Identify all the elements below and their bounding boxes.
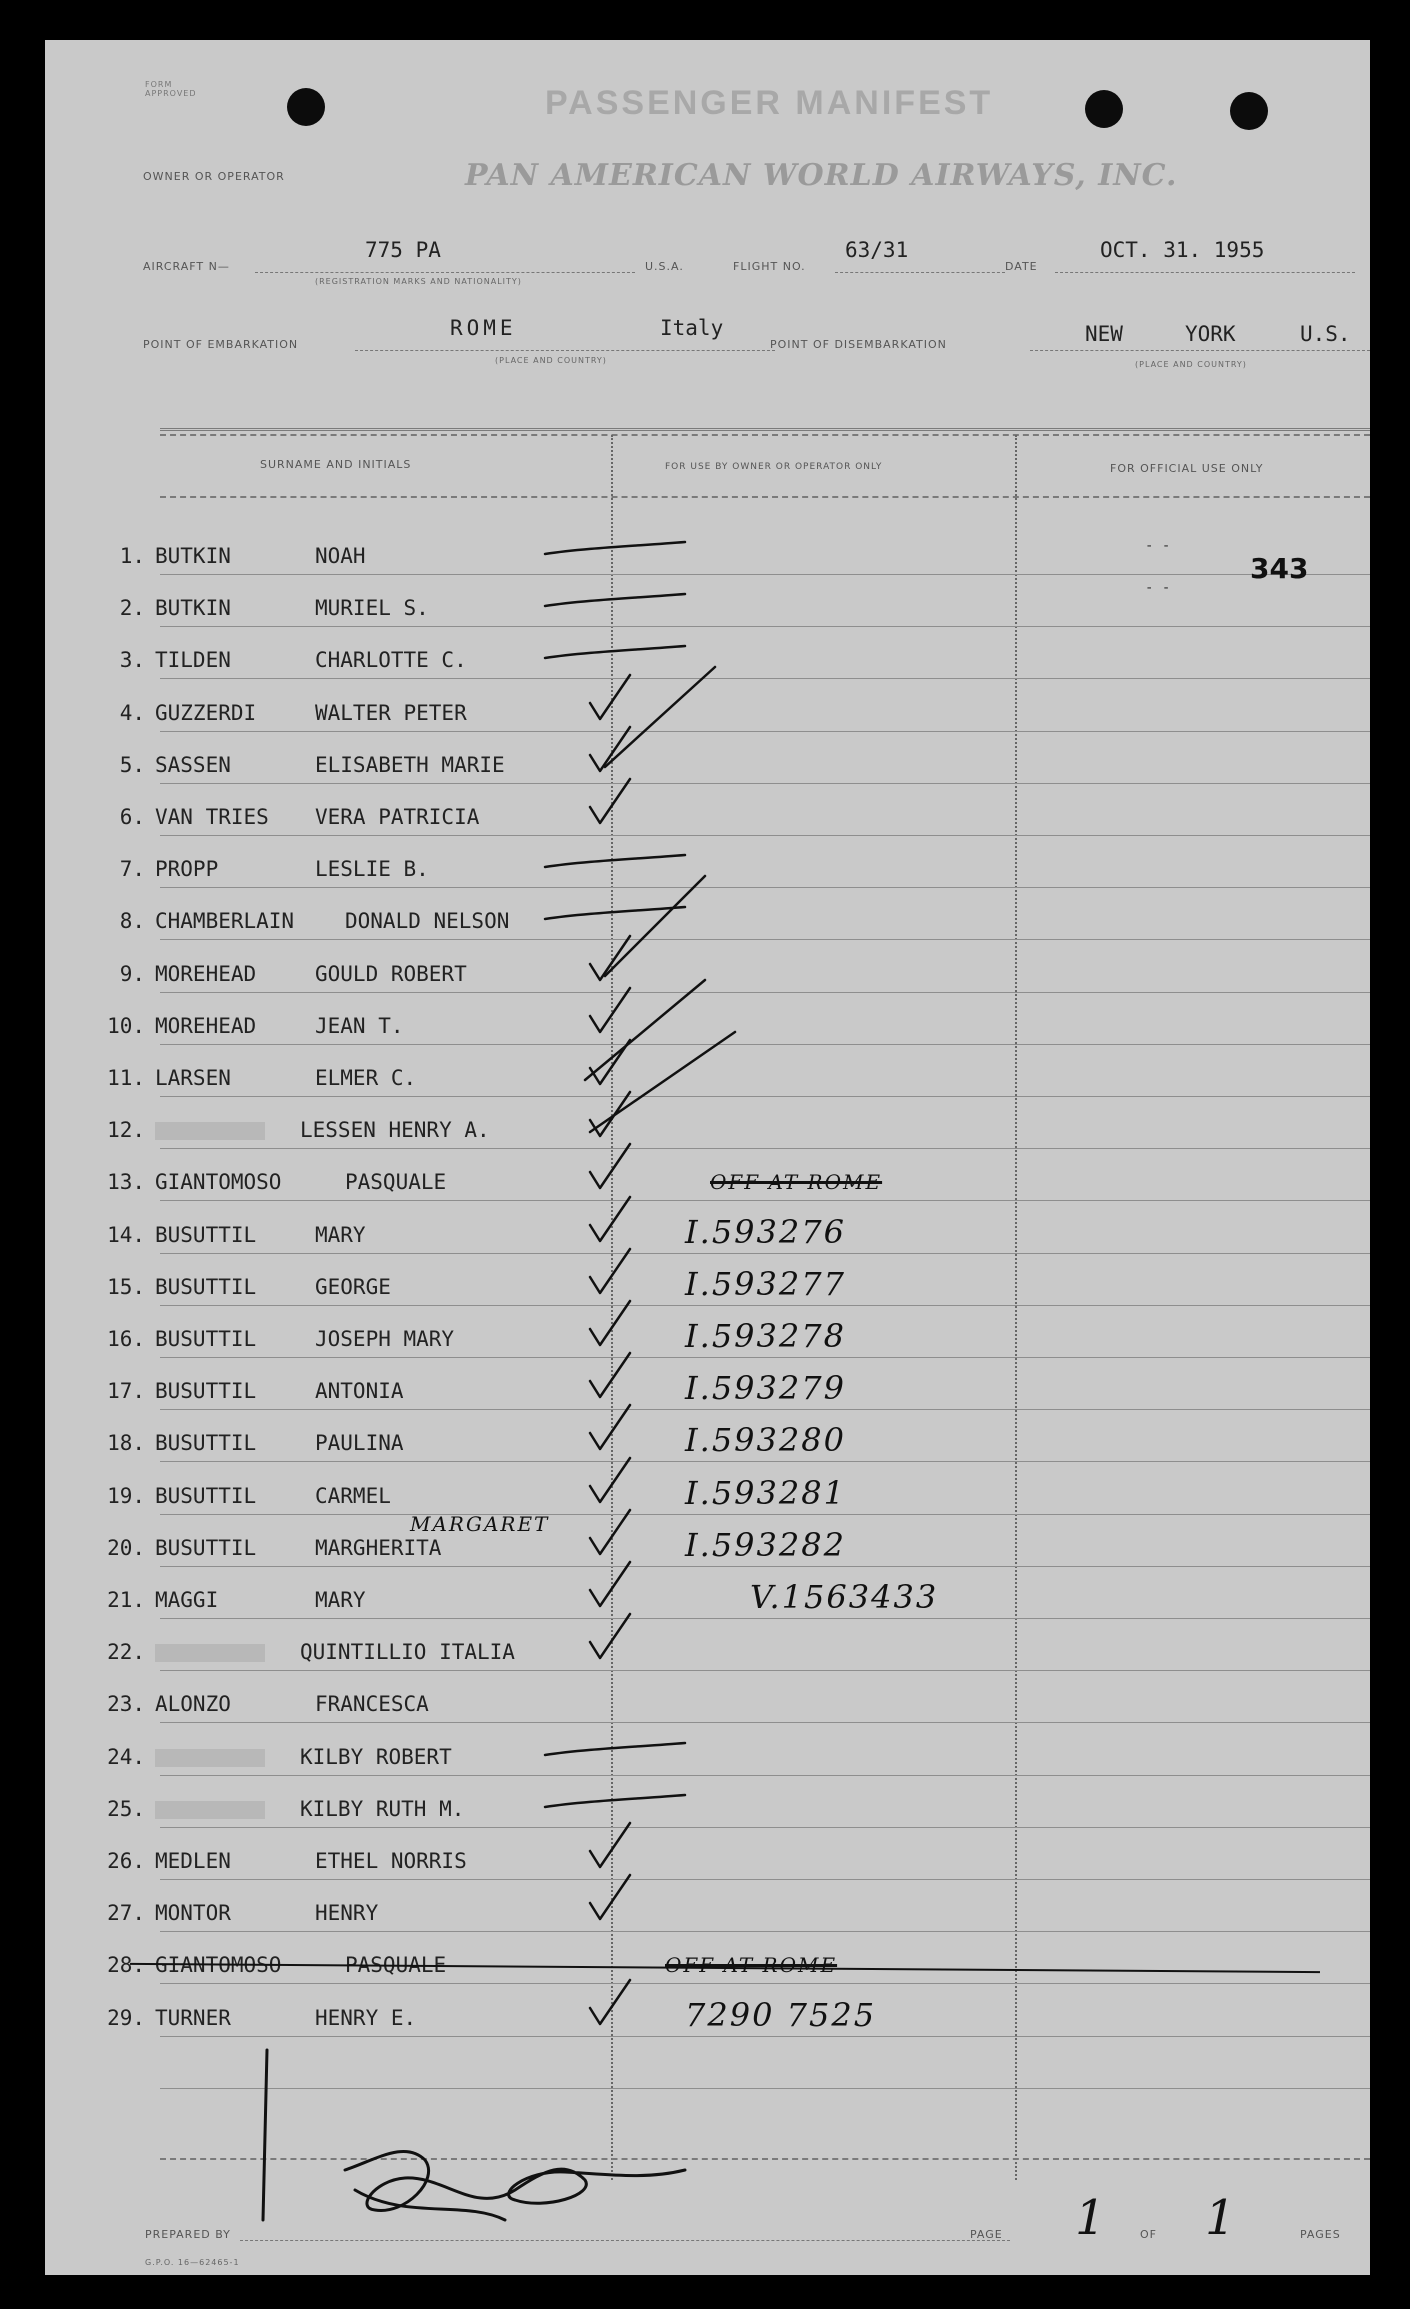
embark-place-caption: (PLACE AND COUNTRY) <box>495 356 607 365</box>
handwritten-id-number: I.593282 <box>685 1526 846 1564</box>
handwritten-id-number: I.593280 <box>685 1421 846 1459</box>
of-label: OF <box>1140 2228 1157 2241</box>
passenger-given-name: CARMEL <box>315 1484 391 1508</box>
check-mark <box>590 1875 630 1919</box>
usa-label: U.S.A. <box>645 260 684 273</box>
passenger-given-name: JEAN T. <box>315 1014 404 1038</box>
passenger-given-name: DONALD NELSON <box>345 909 510 933</box>
check-mark <box>590 1510 630 1554</box>
passenger-number: 28. <box>107 1953 145 1977</box>
official-dots: - - <box>1145 580 1171 596</box>
page-total: 1 <box>1205 2190 1236 2246</box>
passenger-given-name: PASQUALE <box>345 1953 447 1977</box>
embarkation-city: ROME <box>450 316 517 340</box>
passenger-number: 18. <box>107 1431 145 1455</box>
passenger-given-name: KILBY ROBERT <box>300 1745 452 1769</box>
passenger-surname: BUSUTTIL <box>155 1379 257 1403</box>
form-number: G.P.O. 16—62465-1 <box>145 2258 240 2267</box>
struck-annotation: OFF AT ROME <box>710 1170 883 1194</box>
passenger-number: 1. <box>119 544 145 568</box>
passenger-number: 21. <box>107 1588 145 1612</box>
passenger-number: 17. <box>107 1379 145 1403</box>
passenger-surname: LARSEN <box>155 1066 231 1090</box>
aircraft-label: AIRCRAFT N— <box>143 260 230 273</box>
passenger-number: 2. <box>119 596 145 620</box>
passenger-given-name: MURIEL S. <box>315 596 429 620</box>
passenger-surname: GIANTOMOSO <box>155 1953 282 1977</box>
handwritten-id-number: I.593276 <box>685 1213 846 1251</box>
passenger-number: 14. <box>107 1223 145 1247</box>
passenger-surname: GIANTOMOSO <box>155 1170 282 1194</box>
handwritten-id-number: I.593281 <box>685 1474 846 1512</box>
operator-name: PAN AMERICAN WORLD AIRWAYS, INC. <box>465 158 1178 193</box>
check-mark <box>545 1795 685 1807</box>
passenger-given-name: CHARLOTTE C. <box>315 648 467 672</box>
passenger-number: 11. <box>107 1066 145 1090</box>
passenger-number: 9. <box>119 962 145 986</box>
column-header-surname: SURNAME AND INITIALS <box>260 458 412 471</box>
form-corner-stamp: FORM APPROVED <box>145 80 197 98</box>
disembarkation-city: NEW <box>1085 322 1123 346</box>
passenger-number: 16. <box>107 1327 145 1351</box>
passenger-surname: BUSUTTIL <box>155 1536 257 1560</box>
passenger-surname: SASSEN <box>155 753 231 777</box>
passenger-number: 20. <box>107 1536 145 1560</box>
check-mark <box>545 594 685 606</box>
disembarkation-label: POINT OF DISEMBARKATION <box>770 338 947 351</box>
passenger-given-name: MARY <box>315 1223 366 1247</box>
passenger-surname: MOREHEAD <box>155 962 257 986</box>
official-use-number: 343 <box>1250 552 1309 585</box>
passenger-given-name: HENRY <box>315 1901 379 1925</box>
prepared-by-label: PREPARED BY <box>145 2228 231 2241</box>
date-label: DATE <box>1005 260 1038 273</box>
handwritten-id-number: I.593279 <box>685 1369 846 1407</box>
check-mark <box>590 1353 630 1397</box>
passenger-given-name: MARY <box>315 1588 366 1612</box>
passenger-number: 24. <box>107 1745 145 1769</box>
signature <box>263 2050 685 2220</box>
handwritten-id-number: I.593277 <box>685 1265 846 1303</box>
passenger-number: 13. <box>107 1170 145 1194</box>
passenger-given-name: LESSEN HENRY A. <box>300 1118 490 1142</box>
check-mark <box>590 1092 630 1136</box>
passenger-surname: BUTKIN <box>155 544 231 568</box>
flight-number: 63/31 <box>845 238 909 262</box>
passenger-surname: BUSUTTIL <box>155 1484 257 1508</box>
owner-label: OWNER OR OPERATOR <box>143 170 285 183</box>
passenger-given-name: PAULINA <box>315 1431 404 1455</box>
passenger-surname: MAGGI <box>155 1588 219 1612</box>
passenger-number: 26. <box>107 1849 145 1873</box>
check-mark <box>590 779 630 823</box>
check-mark <box>590 1032 735 1132</box>
aircraft-registration: 775 PA <box>365 238 441 262</box>
disembark-place-caption: (PLACE AND COUNTRY) <box>1135 360 1247 369</box>
passenger-surname: BUSUTTIL <box>155 1223 257 1247</box>
passenger-surname: ALONZO <box>155 1692 231 1716</box>
passenger-given-name: FRANCESCA <box>315 1692 429 1716</box>
check-mark <box>545 646 685 658</box>
registration-caption: (REGISTRATION MARKS AND NATIONALITY) <box>315 277 522 286</box>
passenger-given-name: ELISABETH MARIE <box>315 753 505 777</box>
passenger-number: 4. <box>119 701 145 725</box>
passenger-surname: TURNER <box>155 2006 231 2030</box>
passenger-given-name: HENRY E. <box>315 2006 417 2030</box>
passenger-surname: VAN TRIES <box>155 805 269 829</box>
handwritten-id-number: V.1563433 <box>750 1578 939 1616</box>
passenger-given-name: GEORGE <box>315 1275 391 1299</box>
passenger-given-name: ELMER C. <box>315 1066 417 1090</box>
check-mark <box>590 1249 630 1293</box>
passenger-number: 23. <box>107 1692 145 1716</box>
passenger-given-name: ETHEL NORRIS <box>315 1849 467 1873</box>
disembarkation-state: YORK <box>1185 322 1236 346</box>
passenger-surname: BUSUTTIL <box>155 1275 257 1299</box>
column-header-official: FOR OFFICIAL USE ONLY <box>1110 462 1264 475</box>
manifest-page <box>45 40 1370 2275</box>
passenger-surname: MONTOR <box>155 1901 231 1925</box>
handwritten-correction: MARGARET <box>410 1512 550 1536</box>
passenger-number: 22. <box>107 1640 145 1664</box>
passenger-surname: TILDEN <box>155 648 231 672</box>
check-mark <box>590 1614 630 1658</box>
passenger-number: 3. <box>119 648 145 672</box>
passenger-surname: BUSUTTIL <box>155 1327 257 1351</box>
official-dots: - - <box>1145 538 1171 554</box>
passenger-surname: CHAMBERLAIN <box>155 909 295 933</box>
signature-and-checkmarks <box>45 40 1370 2275</box>
passenger-surname: MEDLEN <box>155 1849 231 1873</box>
passenger-number: 10. <box>107 1014 145 1038</box>
flight-label: FLIGHT NO. <box>733 260 806 273</box>
passenger-number: 7. <box>119 857 145 881</box>
passenger-number: 29. <box>107 2006 145 2030</box>
passenger-number: 25. <box>107 1797 145 1821</box>
passenger-surname: BUSUTTIL <box>155 1431 257 1455</box>
handwritten-id-number: I.593278 <box>685 1317 846 1355</box>
check-mark <box>590 675 630 719</box>
check-mark <box>590 988 630 1032</box>
pages-label: PAGES <box>1300 2228 1341 2241</box>
passenger-given-name: KILBY RUTH M. <box>300 1797 465 1821</box>
passenger-given-name: NOAH <box>315 544 366 568</box>
check-mark <box>590 1197 630 1241</box>
check-mark <box>590 1301 630 1345</box>
passenger-given-name: WALTER PETER <box>315 701 467 725</box>
passenger-number: 5. <box>119 753 145 777</box>
passenger-surname: PROPP <box>155 857 219 881</box>
passenger-given-name: QUINTILLIO ITALIA <box>300 1640 515 1664</box>
passenger-number: 27. <box>107 1901 145 1925</box>
passenger-surname: MOREHEAD <box>155 1014 257 1038</box>
flight-date: OCT. 31. 1955 <box>1100 238 1265 262</box>
embarkation-label: POINT OF EMBARKATION <box>143 338 299 351</box>
check-mark <box>590 1823 630 1867</box>
check-mark <box>545 1743 685 1755</box>
passenger-given-name: ANTONIA <box>315 1379 404 1403</box>
check-mark <box>605 667 715 767</box>
passenger-surname: BUTKIN <box>155 596 231 620</box>
passenger-surname: GUZZERDI <box>155 701 257 725</box>
passenger-number: 12. <box>107 1118 145 1142</box>
embarkation-country: Italy <box>660 316 724 340</box>
page-number: 1 <box>1075 2190 1106 2246</box>
struck-annotation: OFF AT ROME <box>665 1953 838 1977</box>
check-mark <box>545 855 685 867</box>
disembarkation-country: U.S. <box>1300 322 1351 346</box>
passenger-given-name: LESLIE B. <box>315 857 429 881</box>
passenger-given-name: GOULD ROBERT <box>315 962 467 986</box>
passenger-number: 15. <box>107 1275 145 1299</box>
check-mark <box>590 1562 630 1606</box>
passenger-number: 8. <box>119 909 145 933</box>
check-mark <box>590 1458 630 1502</box>
page-label: PAGE <box>970 2228 1003 2241</box>
passenger-number: 6. <box>119 805 145 829</box>
check-mark <box>590 1405 630 1449</box>
passenger-given-name: VERA PATRICIA <box>315 805 480 829</box>
check-mark <box>605 876 705 976</box>
handwritten-id-number: 7290 7525 <box>685 1996 877 2034</box>
check-mark <box>590 1144 630 1188</box>
passenger-given-name: MARGHERITA <box>315 1536 442 1560</box>
passenger-given-name: JOSEPH MARY <box>315 1327 455 1351</box>
form-title: PASSENGER MANIFEST <box>545 84 994 122</box>
check-mark <box>590 1980 630 2024</box>
column-header-operator: FOR USE BY OWNER OR OPERATOR ONLY <box>665 462 883 472</box>
passenger-number: 19. <box>107 1484 145 1508</box>
check-mark <box>545 542 685 554</box>
passenger-given-name: PASQUALE <box>345 1170 447 1194</box>
